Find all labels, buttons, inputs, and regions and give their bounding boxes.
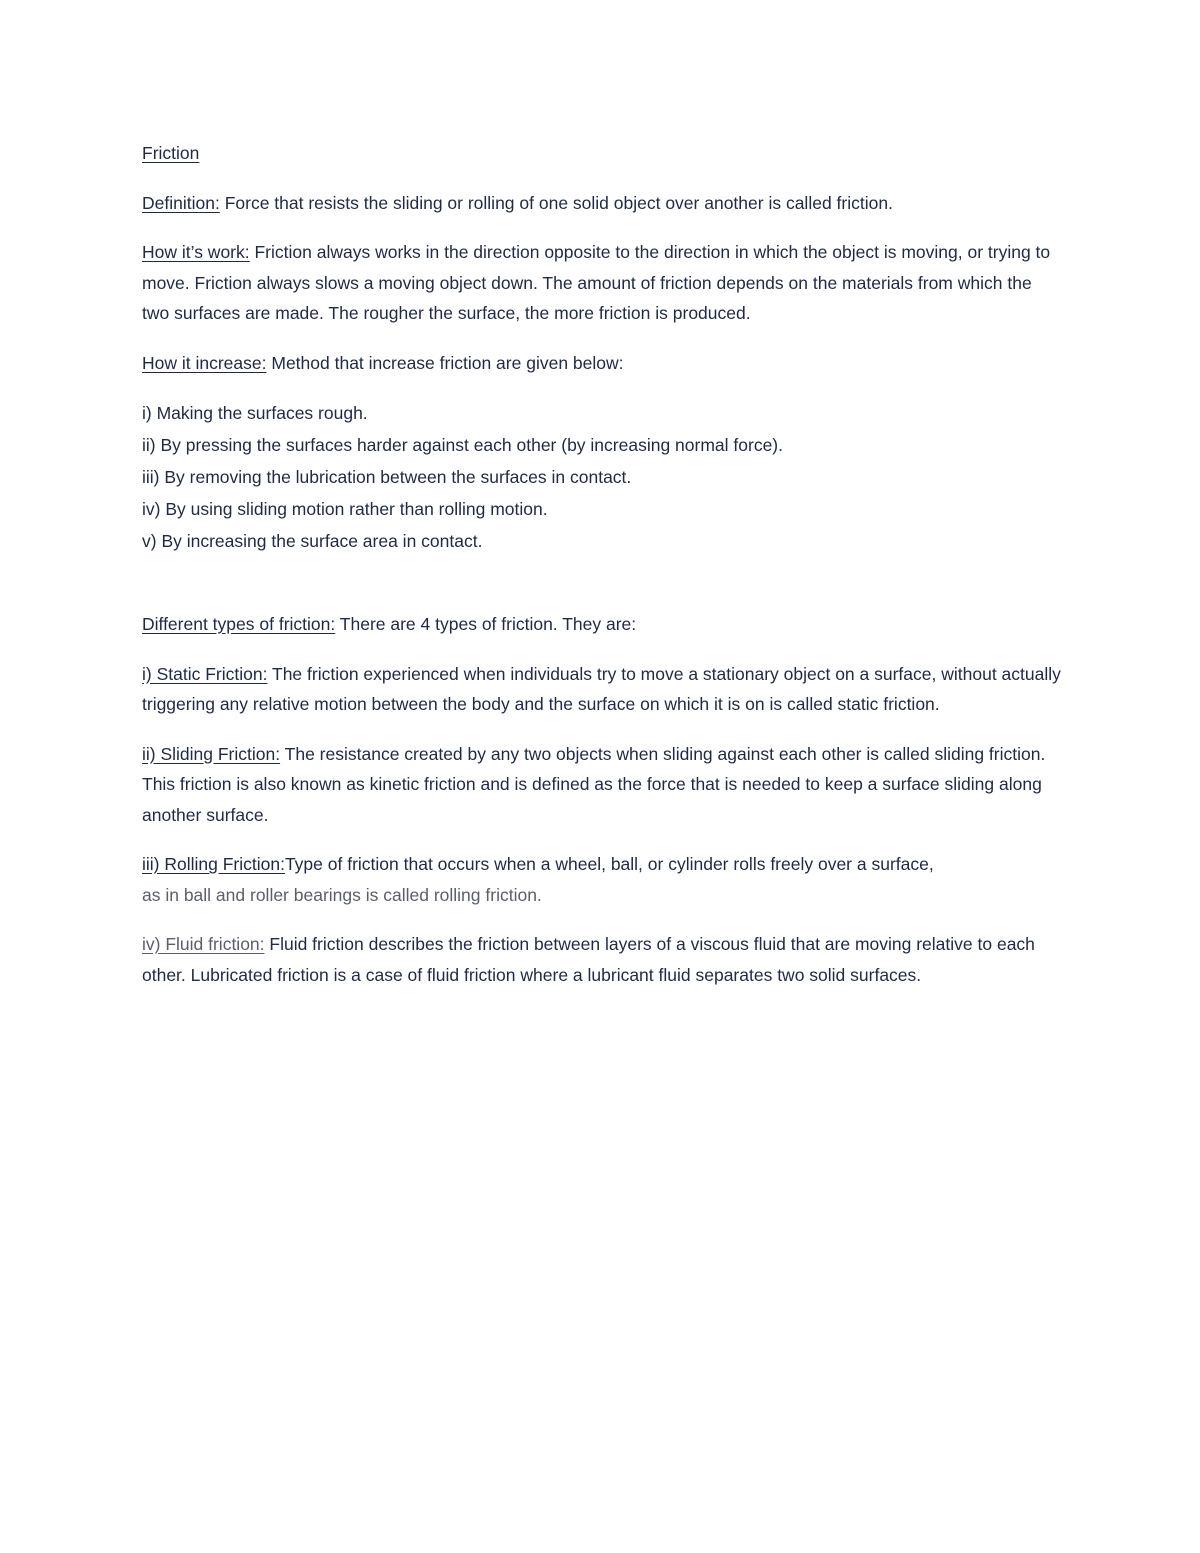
how-it-works-label: How it’s work: <box>142 242 250 262</box>
how-it-increase-label: How it increase: <box>142 352 267 373</box>
list-item: v) By increasing the surface area in contact. <box>142 531 483 551</box>
static-friction-label: i) Static Friction: <box>142 663 268 684</box>
rolling-friction-paragraph <box>142 849 1062 910</box>
sliding-friction-text: The resistance created by any two objects when sliding against each other is called sliding friction. This friction is also known as kinetic friction and is defined as the force that is needed to keep a surface sliding along another surface. <box>142 743 1046 825</box>
spacer <box>142 576 1062 609</box>
definition-label: Definition: <box>142 192 220 213</box>
fluid-friction-paragraph <box>142 929 1062 990</box>
definition-paragraph <box>142 188 1062 219</box>
types-label: Different types of friction: <box>142 614 336 634</box>
how-it-works-paragraph <box>142 237 1062 329</box>
types-paragraph <box>142 609 1062 640</box>
rolling-friction-text-line2: as in ball and roller bearings is called rolling friction. <box>142 884 542 905</box>
sliding-friction-label: ii) Sliding Friction: <box>142 743 281 764</box>
sliding-friction-paragraph <box>142 739 1062 831</box>
types-text: There are 4 types of friction. They are: <box>335 614 637 634</box>
rolling-friction-text-line1: Type of friction that occurs when a wheel, ball, or cylinder rolls freely over a surface, <box>284 854 934 874</box>
list-item: iv) By using sliding motion rather than rolling motion. <box>142 499 548 519</box>
increase-methods-list <box>142 397 1062 557</box>
fluid-friction-text: Fluid friction describes the friction between layers of a viscous fluid that are moving relative to each other. Lubricated friction is a case of fluid friction where a lubricant fluid separates two solid surfaces. <box>142 934 1035 985</box>
rolling-friction-label: iii) Rolling Friction: <box>142 854 285 874</box>
fluid-friction-label: iv) Fluid friction: <box>142 934 265 954</box>
definition-text: Force that resists the sliding or rolling of one solid object over another is called friction. <box>219 192 893 213</box>
static-friction-paragraph <box>142 659 1062 720</box>
document-title <box>142 138 1062 169</box>
how-it-works-text: Friction always works in the direction opposite to the direction in which the object is moving, or trying to move. Friction always slows a moving object down. The amount of friction depends on the materials from which the two surfaces are made. The rougher the surface, the more friction is produced. <box>142 242 1051 323</box>
document-page <box>142 138 1062 1009</box>
title-text: Friction <box>142 143 200 163</box>
how-it-increase-paragraph <box>142 348 1062 379</box>
static-friction-text: The friction experienced when individuals try to move a stationary object on a surface, without actually triggering any relative motion between the body and the surface on which it is on is called static friction. <box>142 663 1061 714</box>
how-it-increase-text: Method that increase friction are given below: <box>266 352 624 373</box>
list-item: iii) By removing the lubrication between the surfaces in contact. <box>142 467 632 487</box>
list-item: i) Making the surfaces rough. <box>142 403 368 423</box>
list-item: ii) By pressing the surfaces harder against each other (by increasing normal force). <box>142 435 783 455</box>
